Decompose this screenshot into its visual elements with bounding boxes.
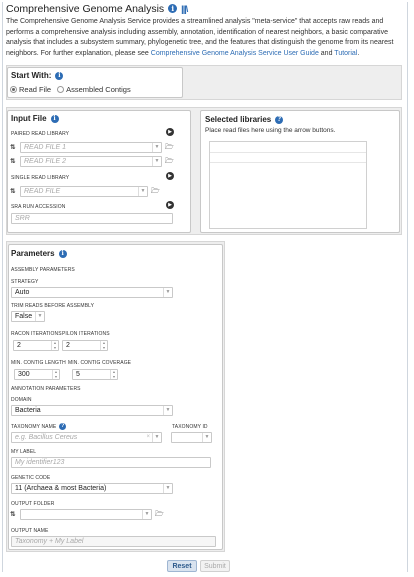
annotation-parameters-label: ANNOTATION PARAMETERS bbox=[11, 386, 81, 392]
radio-assembled-contigs[interactable] bbox=[57, 85, 131, 94]
help-icon[interactable]: ? bbox=[61, 423, 65, 429]
trim-reads-value: False bbox=[15, 313, 33, 320]
parameters-label: Parameters bbox=[11, 249, 55, 258]
chevron-down-icon[interactable]: ▼ bbox=[202, 433, 211, 442]
folder-icon[interactable]: 🗁 bbox=[155, 511, 164, 518]
taxonomy-name-placeholder: e.g. Bacillus Cereus bbox=[15, 434, 78, 441]
domain-value: Bacteria bbox=[15, 407, 41, 414]
pilon-iterations-stepper[interactable] bbox=[62, 340, 108, 351]
sra-accession-label: SRA RUN ACCESSION bbox=[11, 204, 66, 210]
genetic-code-label: GENETIC CODE bbox=[11, 475, 51, 481]
chevron-down-icon[interactable]: ▼ bbox=[163, 288, 172, 297]
min-contig-length-stepper[interactable] bbox=[14, 369, 60, 380]
description-text: The Comprehensive Genome Analysis Service provides a streamlined analysis "meta-service" that accepts raw reads and performs a comprehensive analysis including assembly, annotation, identification of nearest neighbors, a basic comparative analysis that includes a subsystem summary, phylogenetic tree, and the features that distinguish the genome from its nearest neighbors. For further explanation, please see bbox=[6, 18, 394, 57]
info-icon[interactable]: i bbox=[59, 250, 67, 258]
input-file-title bbox=[11, 114, 59, 123]
radio-button-read-file[interactable] bbox=[10, 86, 17, 93]
stepper-arrows-icon[interactable]: ▲ ▼ bbox=[52, 370, 59, 379]
service-description bbox=[6, 17, 402, 59]
selected-libraries-hint: Place read files here using the arrow buttons. bbox=[205, 127, 336, 134]
add-single-library-arrow-icon[interactable]: ▶ bbox=[166, 172, 174, 180]
user-guide-link[interactable]: Comprehensive Genome Analysis Service User Guide bbox=[150, 49, 319, 57]
end-text: . bbox=[357, 49, 360, 57]
radio-label-assembled-contigs: Assembled Contigs bbox=[66, 85, 131, 94]
taxonomy-name-label bbox=[11, 423, 66, 430]
trim-reads-label: TRIM READS BEFORE ASSEMBLY bbox=[11, 303, 95, 309]
radio-label-read-file: Read File bbox=[19, 85, 52, 94]
taxonomy-id-label: TAXONOMY ID bbox=[172, 424, 208, 430]
radio-read-file[interactable] bbox=[10, 85, 51, 94]
my-label-input[interactable] bbox=[11, 457, 211, 468]
domain-label: DOMAIN bbox=[11, 397, 32, 403]
min-contig-coverage-stepper[interactable] bbox=[72, 369, 118, 380]
selected-libraries-title bbox=[205, 115, 283, 124]
trim-reads-select[interactable] bbox=[11, 311, 45, 322]
chevron-down-icon[interactable]: ▼ bbox=[152, 143, 161, 152]
min-contig-length-value: 300 bbox=[18, 371, 30, 378]
output-name-placeholder: Taxonomy + My Label bbox=[15, 538, 84, 545]
help-icon[interactable]: ? bbox=[275, 116, 283, 124]
add-paired-library-arrow-icon[interactable]: ▶ bbox=[166, 128, 174, 136]
tutorial-link[interactable]: Tutorial bbox=[334, 49, 358, 57]
output-name-input[interactable] bbox=[11, 536, 216, 547]
stepper-arrows-icon[interactable]: ▲ ▼ bbox=[100, 341, 107, 350]
assembly-parameters-label: ASSEMBLY PARAMETERS bbox=[11, 267, 75, 273]
strategy-label: STRATEGY bbox=[11, 279, 39, 285]
min-contig-coverage-label: MIN. CONTIG COVERAGE bbox=[68, 360, 132, 366]
reset-button[interactable]: Reset bbox=[167, 560, 197, 572]
taxonomy-name-text: TAXONOMY NAME bbox=[11, 423, 57, 430]
strategy-value: Auto bbox=[15, 289, 30, 296]
output-folder-label: OUTPUT FOLDER bbox=[11, 501, 55, 507]
single-library-label: SINGLE READ LIBRARY bbox=[11, 175, 70, 181]
min-contig-length-label: MIN. CONTIG LENGTH bbox=[11, 360, 66, 366]
taxonomy-id-select[interactable] bbox=[171, 432, 212, 443]
read-file-1-placeholder: READ FILE 1 bbox=[24, 144, 67, 151]
read-file-1-select[interactable] bbox=[20, 142, 162, 153]
folder-icon[interactable]: 🗁 bbox=[165, 158, 174, 165]
radio-button-assembled-contigs[interactable] bbox=[57, 86, 64, 93]
chevron-down-icon[interactable]: ▼ bbox=[35, 312, 44, 321]
strategy-select[interactable] bbox=[11, 287, 173, 298]
selected-libraries-label: Selected libraries bbox=[205, 115, 272, 124]
stepper-arrows-icon[interactable]: ▲ ▼ bbox=[51, 341, 58, 350]
clear-icon[interactable]: × bbox=[146, 434, 150, 440]
selected-libraries-dropzone[interactable] bbox=[209, 141, 367, 229]
pilon-iterations-value: 2 bbox=[66, 342, 70, 349]
and-text: and bbox=[318, 49, 335, 57]
start-with-options bbox=[10, 85, 134, 94]
submit-button[interactable]: Submit bbox=[200, 560, 230, 572]
sra-accession-placeholder: SRR bbox=[15, 215, 30, 222]
add-sra-arrow-icon[interactable]: ▶ bbox=[166, 201, 174, 209]
racon-iterations-stepper[interactable] bbox=[13, 340, 59, 351]
info-icon[interactable]: i bbox=[51, 115, 59, 123]
domain-select[interactable] bbox=[11, 405, 173, 416]
info-icon[interactable]: i bbox=[168, 4, 177, 13]
racon-iterations-label: RACON ITERATIONS bbox=[11, 331, 62, 337]
folder-icon[interactable]: 🗁 bbox=[151, 188, 160, 195]
pilon-iterations-label: PILON ITERATIONS bbox=[62, 331, 110, 337]
paired-library-label: PAIRED READ LIBRARY bbox=[11, 131, 70, 137]
sort-icon[interactable]: ⇅ bbox=[10, 511, 16, 518]
single-read-file-select[interactable] bbox=[20, 186, 148, 197]
my-label-label: MY LABEL bbox=[11, 449, 37, 455]
single-read-file-placeholder: READ FILE bbox=[24, 188, 61, 195]
chevron-down-icon[interactable]: ▼ bbox=[163, 406, 172, 415]
page-header bbox=[6, 2, 187, 15]
sra-accession-input[interactable] bbox=[11, 213, 173, 224]
folder-icon[interactable]: 🗁 bbox=[165, 144, 174, 151]
output-folder-select[interactable] bbox=[20, 509, 152, 520]
chevron-down-icon[interactable]: ▼ bbox=[138, 187, 147, 196]
start-with-title bbox=[11, 71, 63, 80]
chevron-down-icon[interactable]: ▼ bbox=[163, 484, 172, 493]
read-file-2-select[interactable] bbox=[20, 156, 162, 167]
sort-icon[interactable]: ⇅ bbox=[10, 188, 16, 195]
chevron-down-icon[interactable]: ▼ bbox=[142, 510, 151, 519]
page-title: Comprehensive Genome Analysis bbox=[6, 2, 165, 15]
my-label-placeholder: My identifier123 bbox=[15, 459, 65, 466]
taxonomy-name-select[interactable] bbox=[11, 432, 162, 443]
tutorial-library-icon[interactable]: |||\ bbox=[181, 3, 188, 14]
chevron-down-icon[interactable]: ▼ bbox=[152, 433, 161, 442]
genetic-code-select[interactable] bbox=[11, 483, 173, 494]
stepper-arrows-icon[interactable]: ▲ ▼ bbox=[110, 370, 117, 379]
input-file-label: Input File bbox=[11, 114, 47, 123]
start-with-label: Start With: bbox=[11, 71, 52, 80]
min-contig-coverage-value: 5 bbox=[76, 371, 80, 378]
genetic-code-value: 11 (Archaea & most Bacteria) bbox=[15, 485, 107, 492]
chevron-down-icon[interactable]: ▼ bbox=[152, 157, 161, 166]
parameters-title bbox=[11, 249, 67, 258]
sort-icon[interactable]: ⇅ bbox=[10, 158, 16, 165]
racon-iterations-value: 2 bbox=[17, 342, 21, 349]
info-icon[interactable]: i bbox=[55, 72, 63, 80]
read-file-2-placeholder: READ FILE 2 bbox=[24, 158, 67, 165]
sort-icon[interactable]: ⇅ bbox=[10, 144, 16, 151]
output-name-label: OUTPUT NAME bbox=[11, 528, 49, 534]
